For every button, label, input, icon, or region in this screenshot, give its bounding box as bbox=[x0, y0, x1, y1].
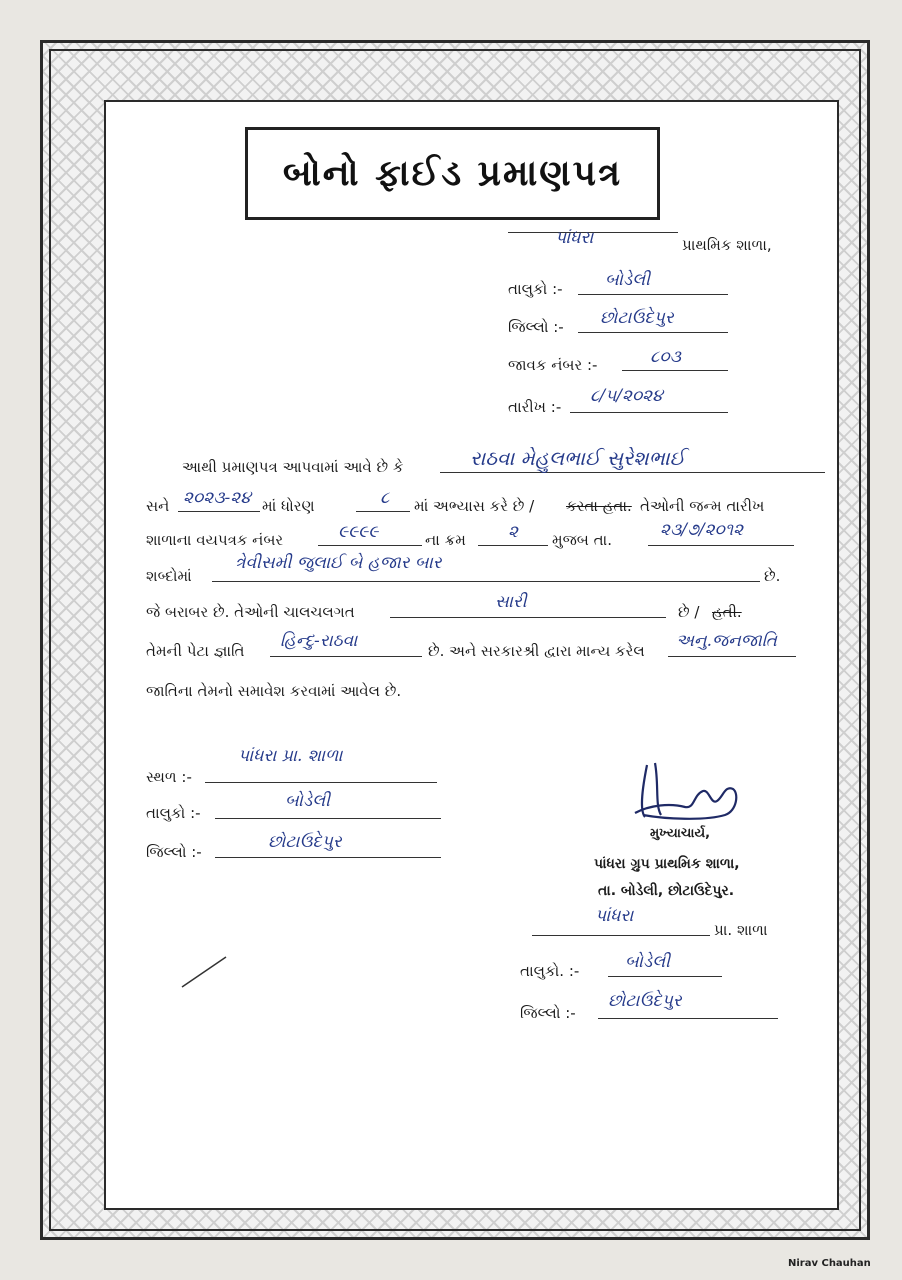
body-line4-suffix: છે. bbox=[764, 567, 781, 585]
body-line2-mid: માં ધોરણ bbox=[262, 497, 315, 515]
footer-right-school-suffix: પ્રા. શાળા bbox=[714, 921, 768, 939]
date-label: તારીખ :- bbox=[508, 398, 562, 416]
footer-right-taluka-line bbox=[608, 976, 722, 977]
footer-right-district-value: છોટાઉદેપુર bbox=[608, 991, 682, 1011]
body-line3-mid: ના ક્રમ bbox=[425, 531, 466, 549]
photo-credit: Nirav Chauhan bbox=[788, 1258, 871, 1269]
body-line4-prefix: શબ્દોમાં bbox=[146, 567, 192, 585]
serial-line bbox=[478, 545, 548, 546]
footer-district-line bbox=[215, 857, 441, 858]
subcaste-line bbox=[270, 656, 422, 657]
school-suffix: પ્રાથમિક શાળા, bbox=[682, 236, 772, 254]
footer-right-school-value: પાંધરા bbox=[595, 906, 634, 926]
stamp-line2: તા. બોડેલી, છોટાઉદેપુર. bbox=[598, 883, 735, 899]
body-line3-prefix: શાળાના વયપત્રક નંબર bbox=[146, 531, 284, 549]
body-line7: જાતિના તેમનો સમાવેશ કરવામાં આવેલ છે. bbox=[146, 682, 402, 700]
title-box bbox=[245, 127, 660, 220]
headmaster-signature bbox=[625, 755, 755, 835]
place-value: પાંધરા પ્રા. શાળા bbox=[238, 746, 343, 766]
body-line2-suffix-b: તેઓની જન્મ તારીખ bbox=[640, 497, 765, 515]
stamp-title: મુખ્યાચાર્ય, bbox=[650, 826, 711, 841]
footer-district-label: જિલ્લો :- bbox=[146, 843, 202, 861]
body-line2-struck: કરતા હતા. bbox=[566, 497, 632, 515]
date-line bbox=[570, 412, 728, 413]
body-line5-suffix-a: છે / bbox=[678, 603, 700, 621]
footer-right-district-label: જિલ્લો :- bbox=[520, 1004, 576, 1022]
place-label: સ્થળ :- bbox=[146, 768, 192, 786]
footer-right-taluka-value: બોડેલી bbox=[625, 952, 670, 972]
birth-date: ૨૩/૭/૨૦૧૨ bbox=[660, 520, 744, 540]
school-value: પાંધરા bbox=[555, 228, 594, 248]
outward-line bbox=[622, 370, 728, 371]
body-line2-suffix-a: માં અભ્યાસ કરે છે / bbox=[414, 497, 535, 515]
footer-taluka-value: બોડેલી bbox=[285, 791, 330, 811]
taluka-line bbox=[578, 294, 728, 295]
taluka-label: તાલુકો :- bbox=[508, 280, 563, 298]
footer-taluka-label: તાલુકો :- bbox=[146, 804, 201, 822]
conduct-line bbox=[390, 617, 666, 618]
standard-line bbox=[356, 511, 410, 512]
conduct-value: સારી bbox=[495, 592, 527, 612]
district-label: જિલ્લો :- bbox=[508, 318, 564, 336]
district-line bbox=[578, 332, 728, 333]
birthdate-line bbox=[648, 545, 794, 546]
body-line3-mid2: મુજબ તા. bbox=[552, 531, 612, 549]
district-value: છોટાઉદેપુર bbox=[600, 308, 674, 328]
category-line bbox=[668, 656, 796, 657]
footer-taluka-line bbox=[215, 818, 441, 819]
body-line6-prefix: તેમની પેટા જ્ઞાતિ bbox=[146, 642, 245, 660]
body-line5-struck: હતી. bbox=[712, 603, 742, 621]
pen-stroke-mark bbox=[180, 955, 230, 990]
body-line6-mid: છે. અને સરકારશ્રી દ્વારા માન્ય કરેલ bbox=[428, 642, 645, 660]
date-value: ૮/૫/૨૦૨૪ bbox=[590, 386, 663, 406]
register-line bbox=[318, 545, 422, 546]
subcaste-value: હિન્દુ-રાઠવા bbox=[280, 631, 358, 651]
year-line bbox=[178, 511, 260, 512]
body-line5-prefix: જે બરાબર છે. તેઓની ચાલચલગત bbox=[146, 603, 355, 621]
body-line1-prefix: આથી પ્રમાણપત્ર આપવામાં આવે છે કે bbox=[182, 458, 404, 476]
birth-words: ત્રેવીસમી જુલાઈ બે હજાર બાર bbox=[235, 553, 442, 573]
footer-right-school-line bbox=[532, 935, 710, 936]
student-name: રાઠવા મેહુલભાઈ સુરેશભાઈ bbox=[470, 446, 686, 470]
birthwords-line bbox=[212, 581, 760, 582]
year-value: ૨૦૨૩-૨૪ bbox=[183, 488, 251, 508]
outward-value: ૮૦૩ bbox=[650, 347, 681, 367]
outward-label: જાવક નંબર :- bbox=[508, 356, 598, 374]
taluka-value: બોડેલી bbox=[605, 270, 650, 290]
category-value: અનુ.જનજાતિ bbox=[676, 631, 777, 651]
footer-right-taluka-label: તાલુકો. :- bbox=[520, 962, 580, 980]
register-number: ૯૯૯૯ bbox=[338, 522, 379, 542]
place-line bbox=[205, 782, 437, 783]
stamp-line1: પાંધરા ગ્રુપ પ્રાથમિક શાળા, bbox=[594, 856, 740, 872]
footer-right-district-line bbox=[598, 1018, 778, 1019]
certificate-title: બોનો ફાઈડ પ્રમાણપત્ર bbox=[282, 152, 623, 194]
name-line bbox=[440, 472, 825, 473]
serial-number: ૨ bbox=[508, 522, 518, 542]
footer-district-value: છોટાઉદેપુર bbox=[268, 832, 342, 852]
body-line2-prefix: સને bbox=[146, 497, 170, 515]
standard-value: ૮ bbox=[380, 488, 390, 508]
